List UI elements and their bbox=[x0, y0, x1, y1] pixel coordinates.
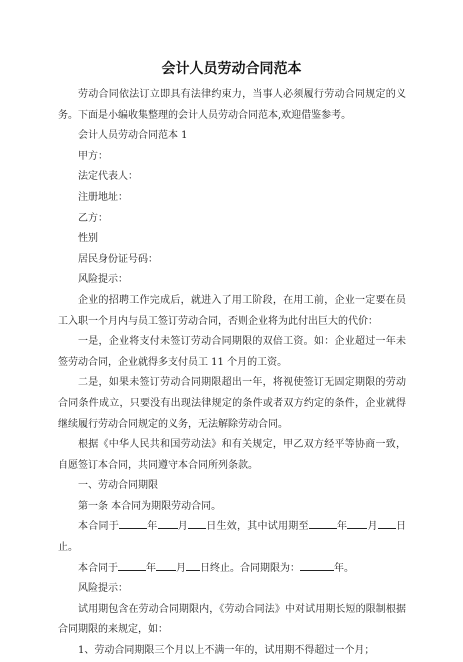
effective-middle: 日生效，其中试用期至 bbox=[206, 521, 309, 533]
end-year-blank[interactable] bbox=[118, 561, 146, 571]
end-day-blank[interactable] bbox=[186, 561, 200, 571]
party-b-label: 乙方： bbox=[78, 212, 108, 224]
probation-rule-one: 1、劳动合同期限三个月以上不满一年的，试用期不得超过一个月； bbox=[78, 645, 375, 657]
risk-notice-heading-2: 风险提示： bbox=[78, 583, 128, 595]
year-blank[interactable] bbox=[119, 519, 147, 529]
termination-prefix: 本合同于 bbox=[78, 562, 118, 574]
effective-end: 日止。 bbox=[58, 521, 406, 554]
termination-end: 年。 bbox=[334, 562, 354, 574]
termination-middle: 日终止。合同期限为： bbox=[200, 562, 300, 574]
probation-paragraph: 试用期包含在劳动合同期限内，《劳动合同法》中对试用期长短的限制根据合同期限的来规定，如： bbox=[58, 603, 406, 636]
probation-month-blank[interactable] bbox=[347, 519, 367, 529]
probation-day-blank[interactable] bbox=[378, 519, 396, 529]
month-blank[interactable] bbox=[158, 519, 178, 529]
gender-label: 性别 bbox=[78, 233, 98, 245]
recruitment-paragraph: 企业的招聘工作完成后，就进入了用工阶段，在用工前，企业一定要在员工入职一个月内与员工签订劳动合同，否则企业将为此付出巨大的代价： bbox=[58, 294, 406, 327]
id-number-label: 居民身份证号码： bbox=[78, 253, 158, 265]
end-year-unit: 年 bbox=[146, 562, 156, 574]
section-heading: 会计人员劳动合同范本 1 bbox=[78, 130, 188, 142]
probation-month-unit: 月 bbox=[367, 521, 378, 533]
month-unit: 月 bbox=[177, 521, 188, 533]
labor-law-paragraph: 根据《中华人民共和国劳动法》和有关规定，甲乙双方经平等协商一致，自愿签订本合同，共同遵守本合同所列条款。 bbox=[58, 439, 406, 471]
probation-year-unit: 年 bbox=[336, 521, 348, 533]
party-a-label: 甲方： bbox=[78, 150, 108, 162]
end-month-unit: 月 bbox=[176, 562, 186, 574]
effective-prefix: 本合同于 bbox=[78, 521, 119, 533]
duration-blank[interactable] bbox=[300, 561, 334, 571]
legal-representative-label: 法定代表人： bbox=[78, 171, 138, 183]
risk-notice-heading: 风险提示： bbox=[78, 274, 128, 286]
year-unit: 年 bbox=[147, 521, 158, 533]
article-one: 第一条 本合同为期限劳动合同。 bbox=[78, 500, 222, 512]
day-blank[interactable] bbox=[188, 519, 206, 529]
termination-date-line bbox=[58, 559, 406, 580]
intro-paragraph: 劳动合同依法订立即具有法律约束力，当事人必须履行劳动合同规定的义务。下面是小编收集整理的会计人员劳动合同范本,欢迎借鉴参考。 bbox=[58, 89, 406, 121]
indefinite-contract-paragraph: 二是，如果未签订劳动合同期限超出一年，将视使签订无固定期限的劳动合同条件成立，只要没有出现法律规定的条件或者双方约定的条件，企业就得继续履行劳动合同规定的义务，无法解除劳动合同。 bbox=[58, 377, 406, 430]
double-wage-paragraph: 一是，企业将支付未签订劳动合同期限的双倍工资。如：企业超过一年未签劳动合同，企业就得多支付员工 11 个月的工资。 bbox=[58, 336, 406, 368]
effective-date-line bbox=[58, 517, 406, 558]
probation-year-blank[interactable] bbox=[309, 519, 337, 529]
end-month-blank[interactable] bbox=[156, 561, 176, 571]
document-body bbox=[58, 85, 406, 662]
registered-address-label: 注册地址： bbox=[78, 191, 128, 203]
document-title: 会计人员劳动合同范本 bbox=[161, 61, 302, 77]
contract-term-heading: 一、劳动合同期限 bbox=[78, 480, 158, 492]
